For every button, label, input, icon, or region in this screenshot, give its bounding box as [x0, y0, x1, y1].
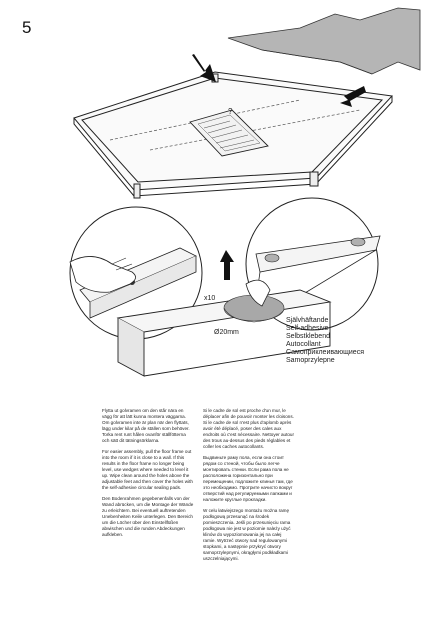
instructions-right-column: [203, 408, 295, 567]
question-mark: ?: [228, 107, 233, 116]
diameter-label: Ø20mm: [214, 329, 239, 336]
count-label: x10: [204, 295, 216, 302]
instruction-paragraph-fr: Si le cadre de sol est proche d'un mur, le déplacer afin de pouvoir monter les cloisons. Si le cadre de sol n'est plus d'aplomb après avoir été déplacé, poser des cales aux endroits où c'est nécessaire. Nettoyer autour des trous au-dessus des pieds réglables et coller les caches autocollants.: [203, 408, 295, 449]
instruction-paragraph-ru: Выдвиньте раму пола, если она стоит рядом со стеной, чтобы было легче монтировать стенки. Если рама пола не расположена горизонтально при перемещении, подложите клинья там, где это необходимо. Протрите начисто вокруг отверстий над регулируемыми лапками и наложите круглые прокладки.: [203, 455, 293, 502]
adhesive-label: Autocollant: [286, 341, 321, 348]
instruction-paragraph-sv: Flytta ut golvramen om den står nära en vägg för att lätt kunna montera väggarna. Om golvramen inte är plan när den flyttats, lägg under kilar på de ställen som behöver. Torka rent runt hålen ovanför ställfötterna och sätt dit tätningsörklarna.: [102, 408, 190, 443]
instruction-paragraph-pl: W celu łatwiejszego montażu można ramę podłogową przesunąć na środek pomieszczenia. Jeśli po przesunięciu rama podłogowa nie jest w poziomie należy użyć klinów do wypoziomowania jej na całej ramie. Wytrzeć otwory nad regulowanymi stopkami, a następnie przykryć otwory samoprzylepnymi, okrągłymi podkładkami uszczelniającymi.: [203, 508, 291, 561]
instruction-paragraph-de: Den Bodenrahmen gegebenenfalls von der Wand abrücken, um die Montage der Wände zu erleichtern. Bei eventuell auftretenden Unebenheiten Keile unterlegen. Den Bereich um die Löcher über den Einstellfüßen abwischen und die runden Abdeckungen aufkleben.: [102, 496, 194, 537]
adhesive-label: Selbstklebend: [286, 333, 330, 340]
adhesive-label: Self-adhesive: [286, 325, 329, 332]
adhesive-label: Självhäftande: [286, 317, 329, 324]
instruction-paragraph-en: For easier assembly, pull the floor frame out into the room if it is close to a wall. If this results in the floor frame no longer being level, use wedges where needed to level it up. Wipe clean around the holes above the adjustable feet and then cover the holes with the self-adhesive circular sealing pads.: [102, 449, 193, 490]
adhesive-labels: [286, 317, 364, 364]
wall-corner-shape: [228, 8, 420, 74]
adhesive-label: Samoprzylepne: [286, 357, 335, 364]
instructions-left-column: [102, 408, 194, 543]
lift-arrow: [220, 250, 234, 280]
adhesive-label: Самоприклеивающиеся: [286, 349, 364, 356]
step-number: 5: [22, 18, 32, 37]
